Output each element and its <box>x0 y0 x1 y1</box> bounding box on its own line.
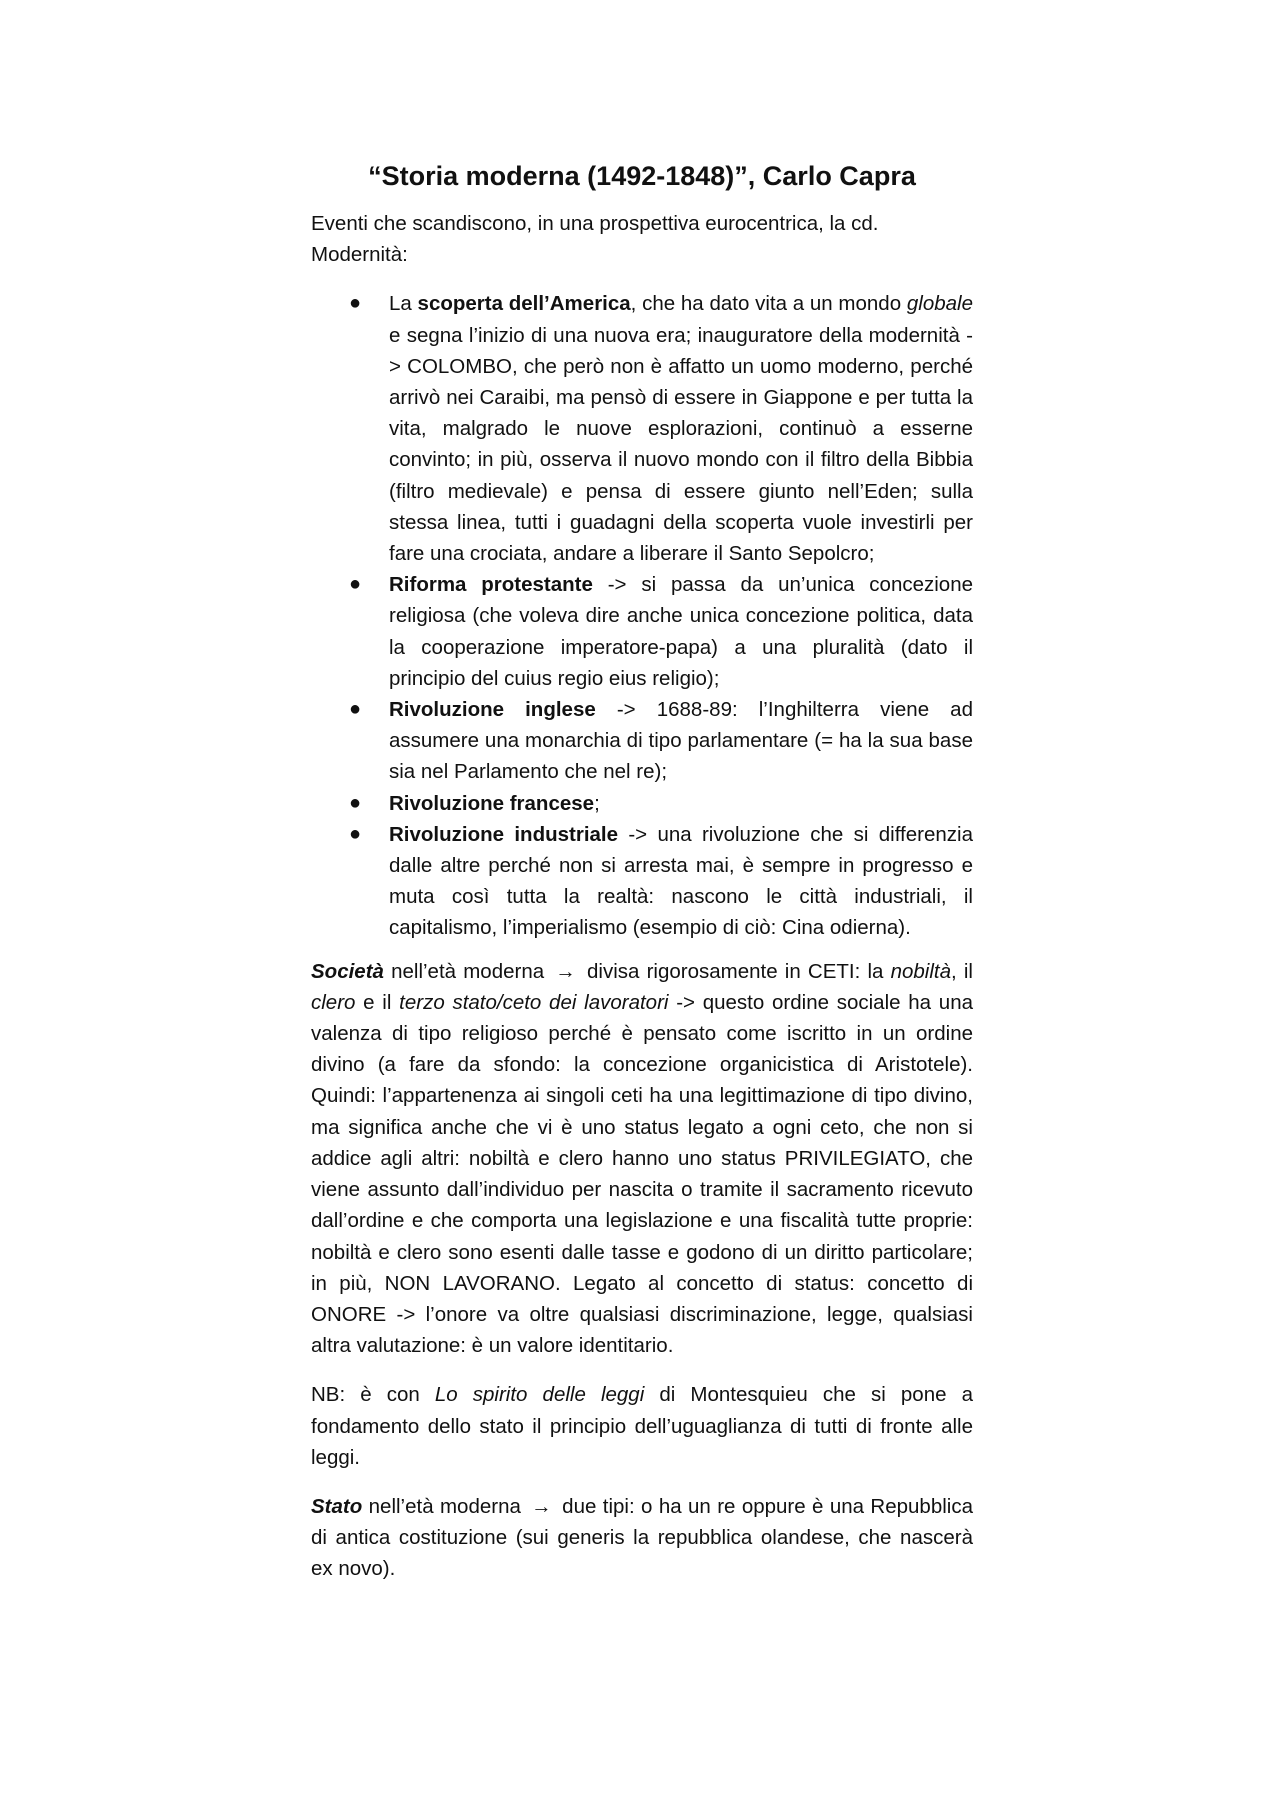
intro-paragraph: Eventi che scandiscono, in una prospettiva eurocentrica, la cd. Modernità: <box>311 212 879 267</box>
list-item: ● Rivoluzione inglese -> 1688-89: l’Inghilterra viene ad assumere una monarchia di tipo parlamentare (= ha la sua base sia nel Parlamento che nel re); <box>389 694 973 788</box>
bullet-icon: ● <box>349 698 362 721</box>
nb-paragraph: NB: è con Lo spirito delle leggi di Montesquieu che si pone a fondamento dello stato il principio dell’uguaglianza di tutti di fronte alle leggi. <box>311 1383 973 1469</box>
societa-paragraph: Società nell’età moderna → divisa rigorosamente in CETI: la nobiltà, il clero e il terzo stato/ceto dei lavoratori -> questo ordine sociale ha una valenza di tipo religioso perché è pensato come iscritto in un ordine divino (a fare da sfondo: la concezione organicistica di Aristotele). Quindi: l’appartenenza ai singoli ceti ha una legittimazione di tipo divino, ma significa anche che vi è uno status legato a ogni ceto, che non si addice agli altri: nobiltà e clero hanno uno status PRIVILEGIATO, che viene assunto dall’individuo per nascita o tramite il sacramento ricevuto dall’ordine e che comporta una legislazione e una fiscalità tutte proprie: nobiltà e clero sono esenti dalle tasse e godono di un diritto particolare; in più, NON LAVORANO. Legato al concetto di status: concetto di ONORE -> l’onore va oltre qualsiasi discriminazione, legge, qualsiasi altra valutazione: è un valore identitario. <box>311 959 973 1358</box>
list-item: ● La scoperta dell’America, che ha dato vita a un mondo globale e segna l’inizio di una nuova era; inauguratore della modernità -> COLOMBO, che però non è affatto un uomo moderno, perché arrivò nei Caraibi, ma pensò di essere in Giappone e per tutta la vita, malgrado le nuove esplorazioni, continuò a esserne convinto; in più, osserva il nuovo mondo con il filtro della Bibbia (filtro medievale) e pensa di essere giunto nell’Eden; sulla stessa linea, tutti i guadagni della scoperta vuole investirli per fare una crociata, andare a liberare il Santo Sepolcro; <box>389 288 973 569</box>
arrow-right-icon: → <box>555 959 576 983</box>
bullet-icon: ● <box>349 292 362 315</box>
bullet-icon: ● <box>349 791 362 814</box>
events-list <box>311 288 973 943</box>
list-item: ● Rivoluzione francese; <box>389 788 973 819</box>
document-title: “Storia moderna (1492-1848)”, Carlo Capra <box>368 161 916 191</box>
list-item: ● Rivoluzione industriale -> una rivoluzione che si differenzia dalle altre perché non si arresta mai, è sempre in progresso e muta così tutta la realtà: nascono le città industriali, il capitalismo, l’imperialismo (esempio di ciò: Cina odierna). <box>389 819 973 944</box>
arrow-right-icon: → <box>531 1494 552 1518</box>
bullet-icon: ● <box>349 573 362 596</box>
list-item: ● Riforma protestante -> si passa da un’unica concezione religiosa (che voleva dire anche unica concezione politica, data la cooperazione imperatore-papa) a una pluralità (dato il principio del cuius regio eius religio); <box>389 569 973 694</box>
bullet-icon: ● <box>349 822 362 845</box>
stato-paragraph: Stato nell’età moderna → due tipi: o ha un re oppure è una Repubblica di antica costituzione (sui generis la repubblica olandese, che nascerà ex novo). <box>311 1494 973 1581</box>
document-body <box>311 156 973 1603</box>
